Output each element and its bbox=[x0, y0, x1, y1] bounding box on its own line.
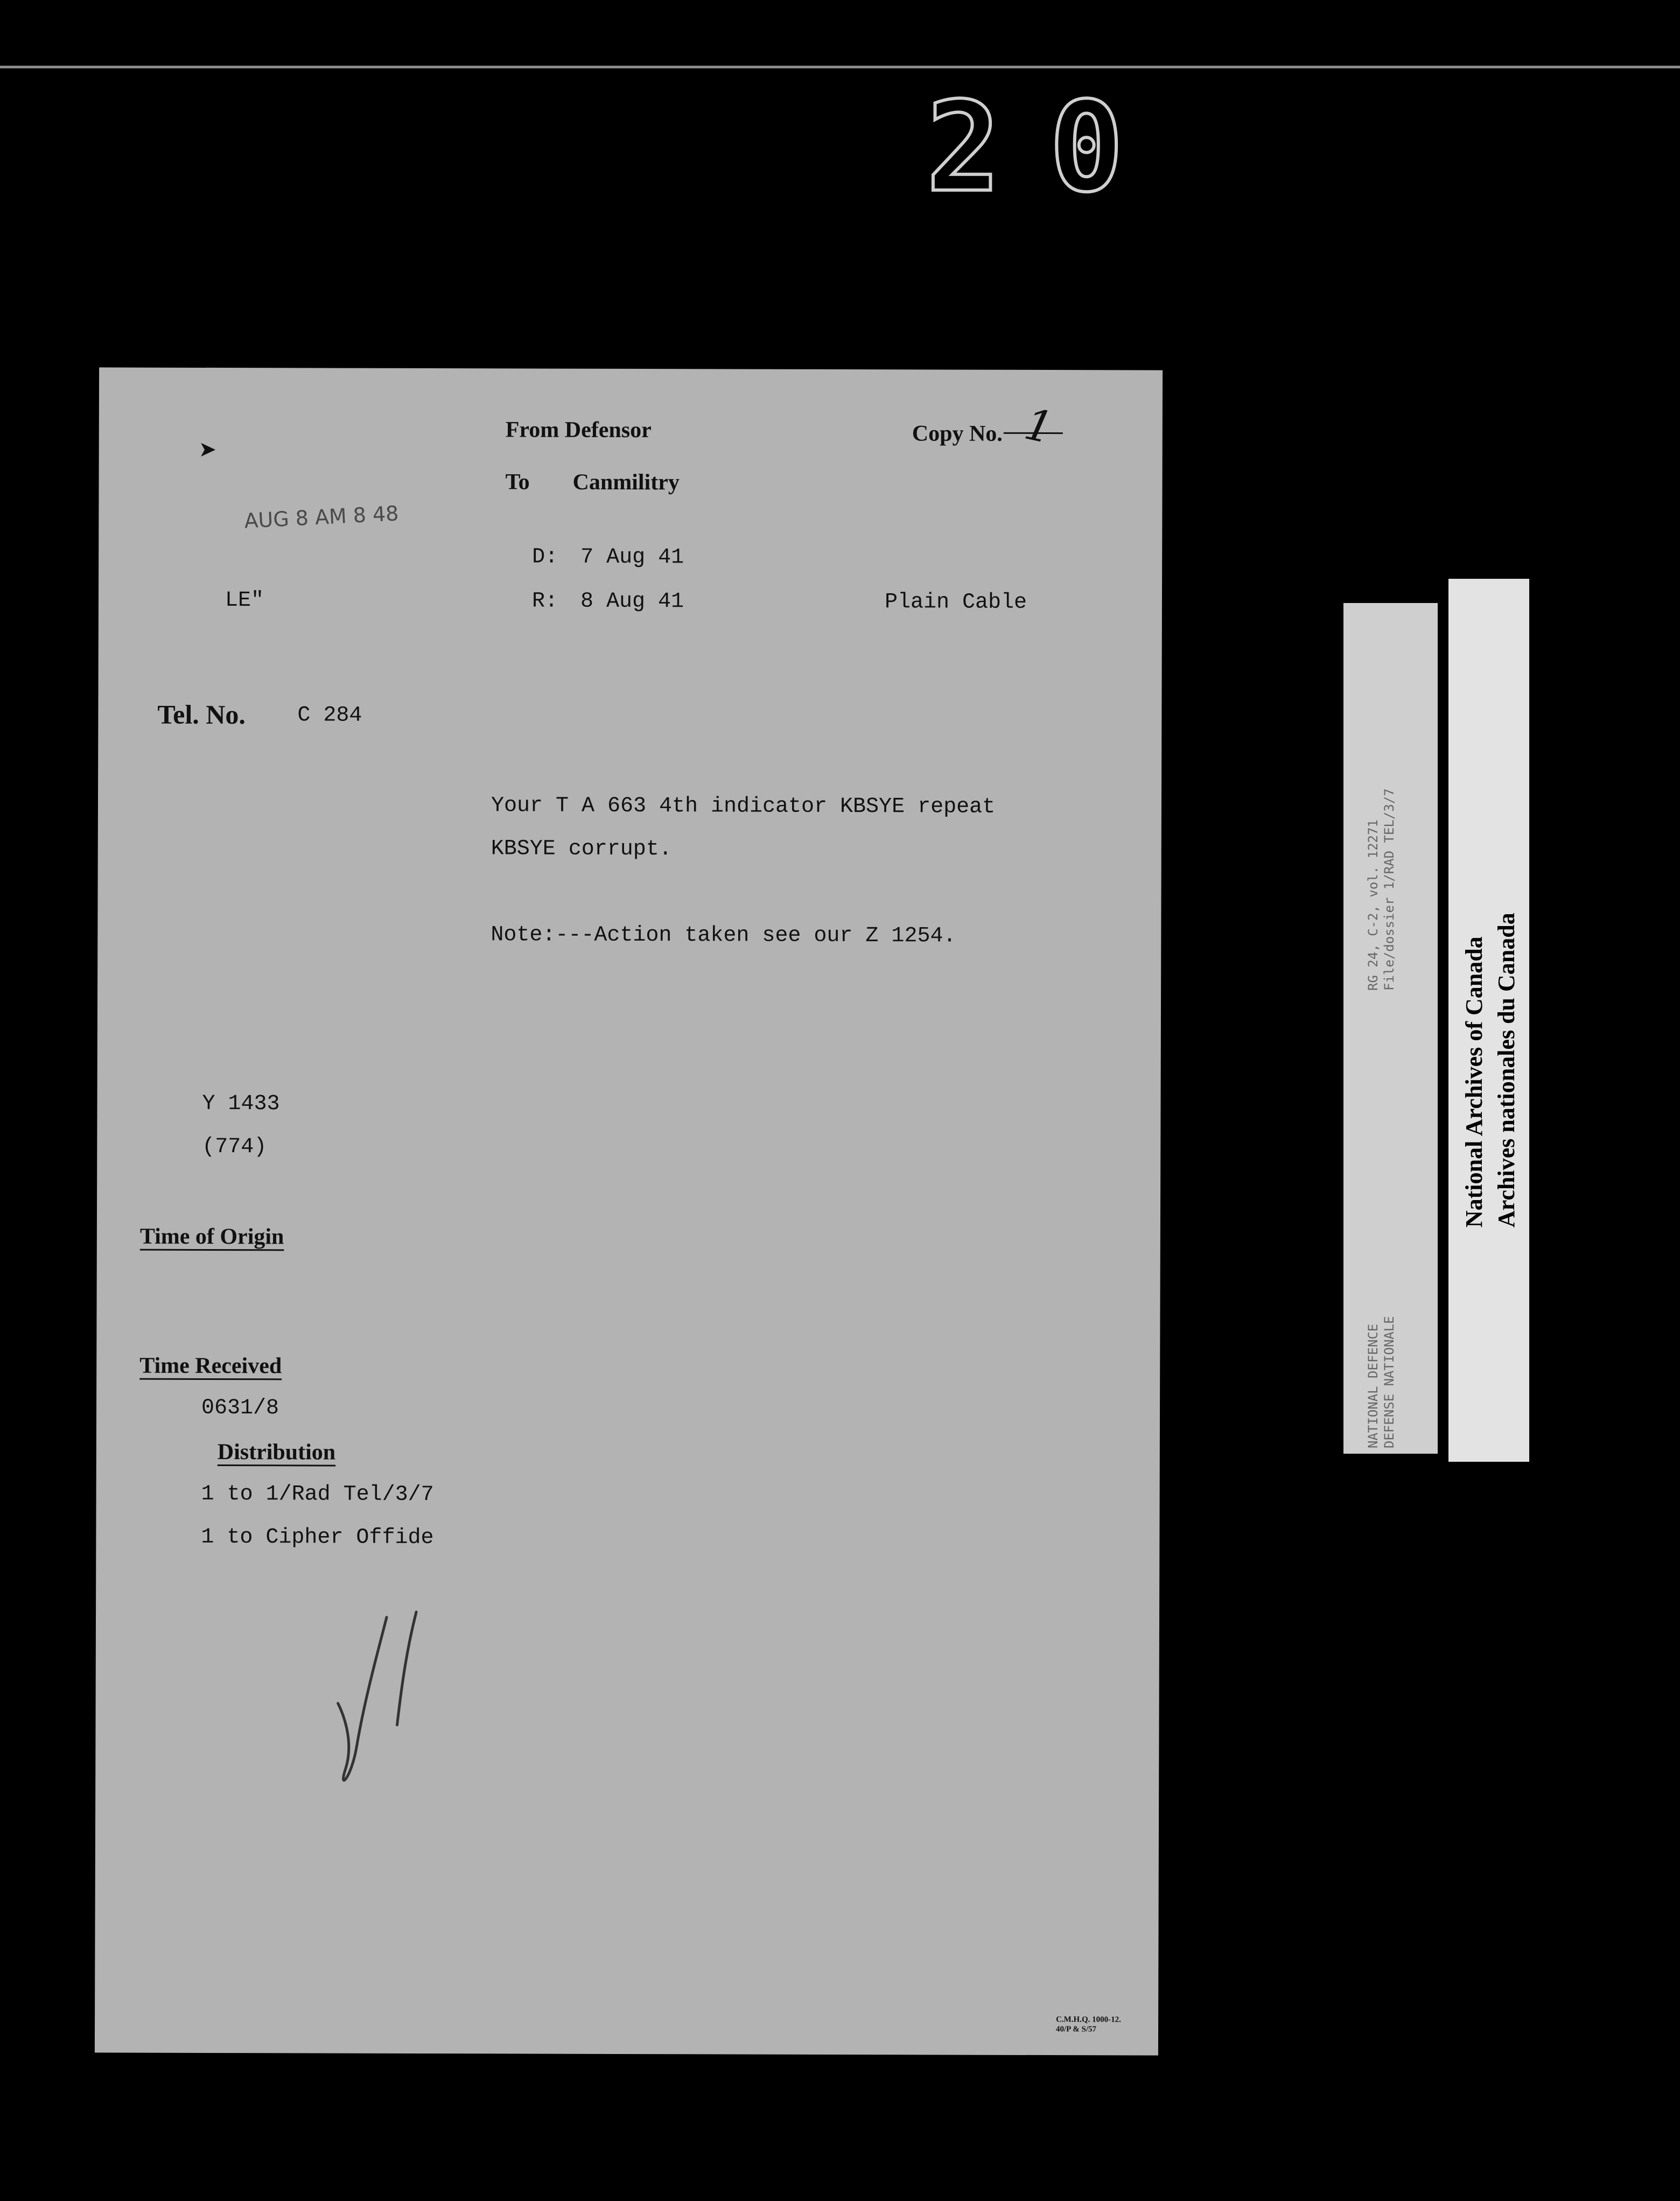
r-label: R: bbox=[531, 589, 558, 614]
film-top-rule bbox=[0, 66, 1680, 68]
department-label bbox=[1365, 1316, 1397, 1448]
archives-name-english: National Archives of Canada bbox=[1461, 936, 1487, 1228]
ref-number: (774) bbox=[202, 1134, 267, 1160]
date-stamp: AUG 8 AM 8 48 bbox=[243, 501, 400, 533]
archives-label-card bbox=[1448, 579, 1529, 1462]
arrow-mark: ➤ bbox=[198, 437, 217, 461]
copy-label: Copy No. bbox=[912, 421, 1003, 446]
form-code-line-2: 40/P & S/57 bbox=[1056, 2025, 1097, 2034]
department-line-1: NATIONAL DEFENCE bbox=[1366, 1323, 1381, 1448]
department-line-2: DEFENSE NATIONALE bbox=[1382, 1316, 1397, 1448]
telegram-sheet bbox=[95, 367, 1163, 2055]
frame-number: 20 bbox=[926, 76, 1172, 220]
handwritten-initials bbox=[327, 1607, 435, 1823]
form-code bbox=[1056, 2015, 1121, 2034]
d-value: 7 Aug 41 bbox=[580, 545, 684, 570]
time-received-label: Time Received bbox=[139, 1353, 282, 1379]
copy-number: 1 bbox=[1020, 398, 1058, 454]
ref-y: Y 1433 bbox=[202, 1091, 280, 1117]
d-label: D: bbox=[532, 545, 558, 570]
archive-ref-line-1: RG 24, C-2, vol. 12271 bbox=[1366, 819, 1381, 991]
r-value: 8 Aug 41 bbox=[580, 589, 684, 614]
distribution-label: Distribution bbox=[217, 1440, 336, 1465]
plain-cable: Plain Cable bbox=[884, 590, 1027, 615]
archive-reference-card bbox=[1343, 603, 1438, 1454]
body-line-1: Your T A 663 4th indicator KBSYE repeat bbox=[491, 794, 996, 819]
body-line-2: KBSYE corrupt. bbox=[491, 837, 672, 862]
archive-reference bbox=[1365, 788, 1397, 991]
archive-ref-line-2: File/dossier 1/RAD TEL/3/7 bbox=[1382, 788, 1397, 991]
tel-value: C 284 bbox=[297, 703, 362, 728]
archives-name-french: Archives nationales du Canada bbox=[1493, 913, 1520, 1228]
archives-label bbox=[1458, 913, 1523, 1228]
time-of-origin-label: Time of Origin bbox=[139, 1224, 284, 1250]
le-mark: LE" bbox=[225, 588, 264, 613]
to-label: To bbox=[505, 469, 530, 495]
form-code-line-1: C.M.H.Q. 1000-12. bbox=[1056, 2015, 1121, 2024]
to-value: Canmilitry bbox=[572, 469, 680, 495]
from-line: From Defensor bbox=[505, 417, 652, 443]
distribution-item: 1 to Cipher Offide bbox=[201, 1525, 434, 1551]
note-line: Note:---Action taken see our Z 1254. bbox=[491, 923, 956, 949]
tel-label: Tel. No. bbox=[157, 699, 246, 730]
distribution-item: 1 to 1/Rad Tel/3/7 bbox=[201, 1482, 434, 1508]
time-received-value: 0631/8 bbox=[201, 1396, 279, 1421]
